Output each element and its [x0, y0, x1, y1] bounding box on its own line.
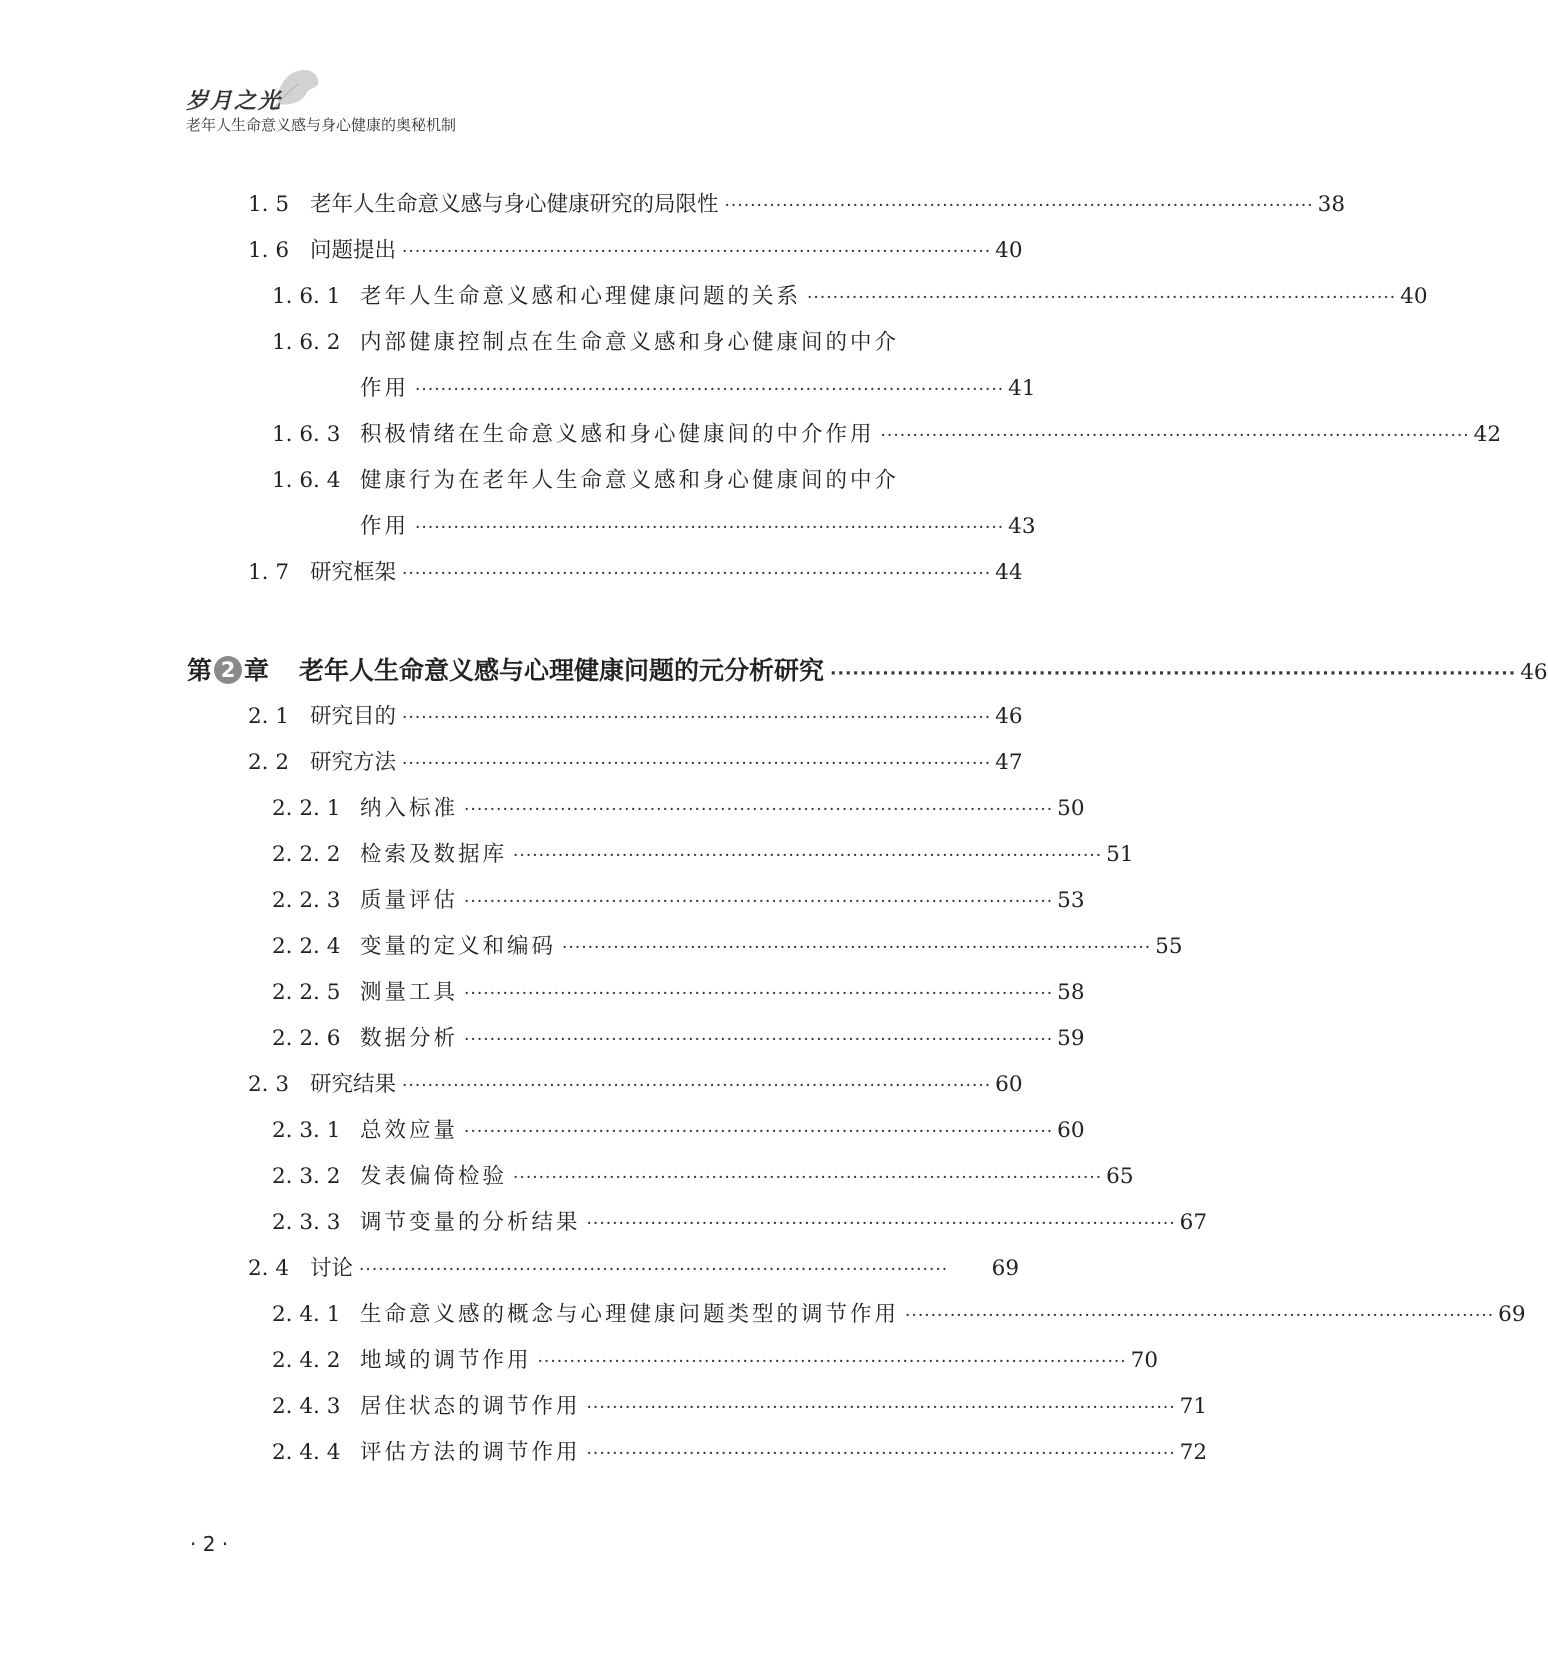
- section-title-continued: 作用: [360, 376, 410, 401]
- page-ref: 47: [995, 750, 1023, 775]
- page-ref: 72: [1179, 1440, 1208, 1465]
- section-title: 问题提出: [310, 238, 397, 263]
- section-title: 测量工具: [360, 980, 459, 1005]
- page-ref: 43: [1008, 514, 1036, 539]
- section-number: 1. 6. 2: [272, 330, 341, 355]
- dot-leader: ····························································································: [402, 708, 992, 728]
- section-title: 检索及数据库: [360, 842, 508, 867]
- page-ref: 55: [1155, 934, 1183, 959]
- section-title: 数据分析: [360, 1026, 459, 1051]
- chapter-prefix: 第: [187, 656, 213, 685]
- book-subtitle: 老年人生命意义感与身心健康的奥秘机制: [186, 116, 457, 134]
- page-number: · 2 ·: [190, 1532, 229, 1556]
- dot-leader: ····························································································: [402, 754, 992, 774]
- book-title: 岁月之光: [186, 88, 283, 114]
- section-title: 纳入标准: [360, 796, 459, 821]
- dot-leader: ····························································································: [562, 938, 1152, 958]
- dot-leader: ····························································································: [464, 1122, 1054, 1142]
- page-ref: 41: [1008, 376, 1036, 401]
- section-title: 积极情绪在生命意义感和身心健康间的中介作用: [360, 422, 875, 447]
- section-number: 2. 4. 4: [272, 1440, 341, 1465]
- dot-leader: ····························································································: [880, 426, 1470, 446]
- page-ref: 65: [1106, 1164, 1134, 1189]
- section-number: 2. 1: [248, 704, 290, 729]
- page-ref: 46: [995, 704, 1023, 729]
- section-number: 2. 2. 6: [272, 1026, 341, 1051]
- section-number: 2. 3. 3: [272, 1210, 341, 1235]
- section-number: 2. 4: [248, 1256, 290, 1281]
- toc-entry-1-6-2-continued[interactable]: [360, 374, 1036, 405]
- section-number: 1. 6: [248, 238, 290, 263]
- toc-chapter-2[interactable]: [187, 656, 1548, 689]
- section-title: 老年人生命意义感与身心健康研究的局限性: [310, 192, 719, 217]
- section-number: 2. 4. 1: [272, 1302, 341, 1327]
- toc-entry-2-2-6[interactable]: [272, 1024, 1085, 1055]
- toc-entry-1-6-4-continued[interactable]: [360, 512, 1036, 543]
- toc-entry-2-2-3[interactable]: [272, 886, 1085, 917]
- section-title: 调节变量的分析结果: [360, 1210, 581, 1235]
- dot-leader: ····························································································: [402, 564, 992, 584]
- dot-leader: ····························································································: [586, 1444, 1176, 1464]
- section-number: 1. 5: [248, 192, 290, 217]
- toc-entry-2-3-1[interactable]: [272, 1116, 1085, 1147]
- page-ref: 71: [1179, 1394, 1208, 1419]
- section-title: 变量的定义和编码: [360, 934, 557, 959]
- chapter-title: 老年人生命意义感与心理健康问题的元分析研究: [299, 656, 825, 685]
- dot-leader: ····························································································: [415, 380, 1005, 400]
- page-ref: 53: [1057, 888, 1085, 913]
- dot-leader: ····························································································: [402, 1076, 992, 1096]
- toc-entry-1-6-1[interactable]: [272, 282, 1428, 313]
- section-title: 内部健康控制点在生命意义感和身心健康间的中介: [360, 330, 900, 355]
- section-number: 1. 7: [248, 560, 290, 585]
- section-title: 老年人生命意义感和心理健康问题的关系: [360, 284, 802, 309]
- section-number: 2. 4. 2: [272, 1348, 341, 1373]
- section-title: 质量评估: [360, 888, 459, 913]
- dot-leader: ····························································································: [586, 1398, 1176, 1418]
- toc-entry-2-4-1[interactable]: [272, 1300, 1526, 1331]
- section-number: 2. 3. 1: [272, 1118, 341, 1143]
- page-ref: 70: [1130, 1348, 1159, 1373]
- page-ref: 40: [995, 238, 1023, 263]
- toc-entry-2-2[interactable]: [248, 748, 1023, 779]
- toc-entry-2-4[interactable]: [248, 1254, 1019, 1285]
- section-title: 地域的调节作用: [360, 1348, 532, 1373]
- dot-leader: ····························································································: [513, 1168, 1103, 1188]
- toc-entry-1-5[interactable]: [248, 190, 1346, 221]
- dot-leader: ····························································································: [464, 984, 1054, 1004]
- page-ref: 44: [995, 560, 1023, 585]
- chapter-number-badge: 2: [214, 656, 242, 684]
- toc-entry-1-6-2[interactable]: [272, 328, 899, 358]
- toc-entry-2-4-2[interactable]: [272, 1346, 1159, 1377]
- toc-entry-2-4-4[interactable]: [272, 1438, 1208, 1469]
- toc-entry-1-6-4[interactable]: [272, 466, 899, 496]
- page-ref: 46: [1520, 660, 1548, 685]
- section-title: 研究框架: [310, 560, 397, 585]
- page-ref: 69: [1498, 1302, 1526, 1327]
- dot-leader: ····························································································: [359, 1260, 949, 1280]
- toc-entry-2-3[interactable]: [248, 1070, 1023, 1101]
- dot-leader: ····························································································: [415, 518, 1005, 538]
- toc-entry-2-3-2[interactable]: [272, 1162, 1134, 1193]
- dot-leader: ····························································································: [724, 196, 1314, 216]
- page-ref: 60: [995, 1072, 1023, 1097]
- dot-leader: ····························································································: [464, 892, 1054, 912]
- section-number: 2. 3. 2: [272, 1164, 341, 1189]
- page-ref: 38: [1317, 192, 1346, 217]
- section-number: 2. 2. 4: [272, 934, 341, 959]
- page-ref: 58: [1057, 980, 1085, 1005]
- section-number: 1. 6. 1: [272, 284, 341, 309]
- page-ref: 69: [991, 1256, 1019, 1281]
- toc-entry-1-6[interactable]: [248, 236, 1023, 267]
- toc-entry-1-6-3[interactable]: [272, 420, 1502, 451]
- toc-entry-2-2-1[interactable]: [272, 794, 1085, 825]
- page-ref: 40: [1400, 284, 1428, 309]
- dot-leader: ····························································································: [464, 1030, 1054, 1050]
- section-number: 2. 4. 3: [272, 1394, 341, 1419]
- toc-entry-2-2-2[interactable]: [272, 840, 1134, 871]
- page-ref: 50: [1057, 796, 1085, 821]
- toc-entry-2-1[interactable]: [248, 702, 1023, 733]
- section-number: 2. 2. 1: [272, 796, 341, 821]
- section-title: 生命意义感的概念与心理健康问题类型的调节作用: [360, 1302, 900, 1327]
- page-ref: 59: [1057, 1026, 1085, 1051]
- section-title: 居住状态的调节作用: [360, 1394, 581, 1419]
- page-ref: 51: [1106, 842, 1134, 867]
- section-title: 讨论: [310, 1256, 354, 1281]
- dot-leader: ····························································································: [537, 1352, 1127, 1372]
- section-title: 研究方法: [310, 750, 397, 775]
- section-title: 发表偏倚检验: [360, 1164, 508, 1189]
- section-number: 2. 3: [248, 1072, 290, 1097]
- section-title: 总效应量: [360, 1118, 459, 1143]
- section-number: 1. 6. 3: [272, 422, 341, 447]
- toc-entry-2-4-3[interactable]: [272, 1392, 1208, 1423]
- page-ref: 67: [1179, 1210, 1208, 1235]
- toc-entry-2-2-5[interactable]: [272, 978, 1085, 1009]
- section-title: 健康行为在老年人生命意义感和身心健康间的中介: [360, 468, 900, 493]
- dot-leader: ····························································································: [402, 242, 992, 262]
- section-title: 评估方法的调节作用: [360, 1440, 581, 1465]
- dot-leader: ····························································································: [586, 1214, 1176, 1234]
- section-title: 研究目的: [310, 704, 397, 729]
- toc-entry-1-7[interactable]: [248, 558, 1023, 589]
- dot-leader: ····························································································: [807, 288, 1397, 308]
- section-number: 2. 2. 2: [272, 842, 341, 867]
- dot-leader: ····························································································: [830, 664, 1517, 684]
- page-ref: 60: [1057, 1118, 1085, 1143]
- section-number: 2. 2. 5: [272, 980, 341, 1005]
- section-number: 1. 6. 4: [272, 468, 341, 493]
- section-number: 2. 2: [248, 750, 290, 775]
- section-title: 研究结果: [310, 1072, 397, 1097]
- section-number: 2. 2. 3: [272, 888, 341, 913]
- dot-leader: ····························································································: [905, 1306, 1495, 1326]
- dot-leader: ····························································································: [464, 800, 1054, 820]
- chapter-label: [187, 656, 269, 686]
- toc-entry-2-2-4[interactable]: [272, 932, 1183, 963]
- section-title-continued: 作用: [360, 514, 410, 539]
- dot-leader: ····························································································: [513, 846, 1103, 866]
- page-ref: 42: [1473, 422, 1502, 447]
- chapter-suffix: 章: [244, 656, 270, 685]
- toc-entry-2-3-3[interactable]: [272, 1208, 1208, 1239]
